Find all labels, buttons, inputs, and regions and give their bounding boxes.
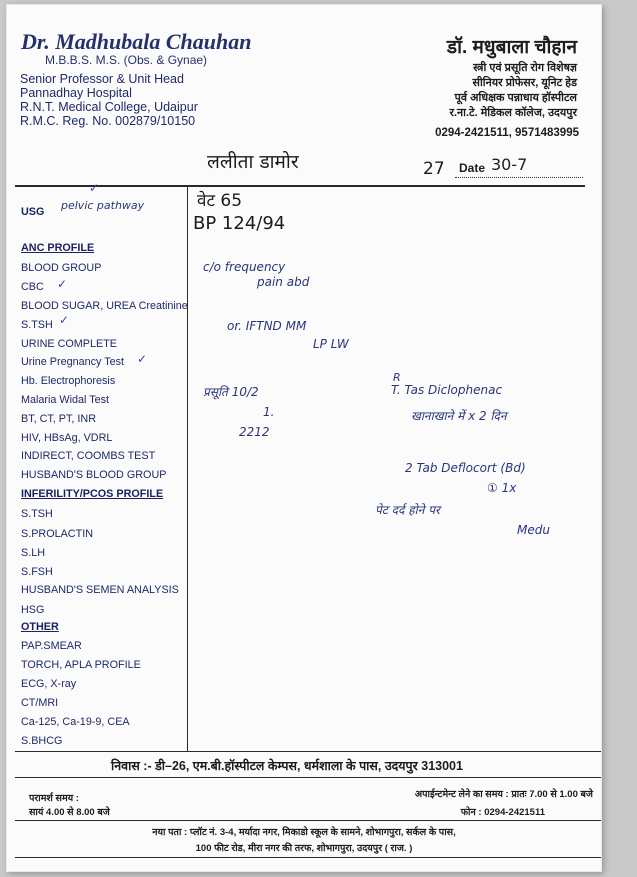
test-item: Urine Pregnancy Test: [21, 356, 125, 368]
checkmark-icon: ✓: [59, 313, 70, 327]
complaint-line: pain abd: [257, 275, 310, 289]
doctor-name-en: Dr. Madhubala Chauhan: [21, 29, 252, 54]
checkmark-icon: ✓: [57, 277, 68, 291]
doctor-info-hi: [449, 61, 577, 121]
consult-time-label: परामर्श समय :: [29, 793, 79, 804]
test-item: URINE COMPLETE: [21, 338, 117, 350]
test-item: Malaria Widal Test: [21, 394, 110, 406]
header-divider: [15, 185, 585, 187]
test-item: CBC: [21, 281, 44, 293]
usg-note: pelvic pathway: [61, 199, 145, 212]
test-item: TORCH, APLA PROFILE: [21, 659, 141, 671]
test-item: S.PROLACTIN: [21, 528, 93, 540]
rx-line: 2 Tab Deflocort (Bd): [405, 461, 526, 475]
test-item: CT/MRI: [21, 697, 59, 709]
new-address-line-1: नया पता : प्लॉट नं. 3-4, मर्यादा नगर, मिकाडो स्कूल के सामने, शोभागपुरा, सर्कल के पास,: [152, 827, 456, 838]
info-line: Pannadhay Hospital: [20, 86, 132, 100]
rx-line: Medu: [517, 523, 550, 537]
footer-phone: फोन : 0294-2421511: [460, 807, 545, 818]
info-line: R.N.T. Medical College, Udaipur: [20, 100, 198, 114]
test-item: S.FSH: [21, 566, 53, 578]
complaint-line: c/o frequency: [203, 260, 286, 274]
footer-divider-end: [15, 857, 601, 858]
test-item: S.TSH: [21, 508, 53, 520]
test-item: Hb. Electrophoresis: [21, 375, 116, 387]
test-item: BLOOD GROUP: [21, 262, 102, 274]
other-heading: OTHER: [21, 621, 59, 633]
weight-note: वेट 65: [197, 191, 243, 211]
consult-time: सायं 4.00 से 8.00 बजे: [29, 807, 110, 818]
test-item: ECG, X-ray: [21, 678, 77, 690]
info-line-hi: स्त्री एवं प्रसूति रोग विशेषज्ञ: [473, 62, 577, 74]
rx-line: T. Tas Diclophenac: [391, 383, 503, 397]
test-item: HUSBAND'S BLOOD GROUP: [21, 469, 167, 481]
rx-line: पेट दर्द होने पर: [375, 503, 440, 517]
test-item: S.TSH: [21, 319, 53, 331]
prescription-sheet: [6, 4, 602, 872]
doctor-degrees: M.B.B.S. M.S. (Obs. & Gynae): [45, 53, 208, 67]
rx-symbol: R: [393, 371, 401, 384]
bp-note: BP 124/94: [193, 213, 286, 234]
info-line: R.M.C. Reg. No. 002879/10150: [20, 114, 196, 128]
rx-line: ① 1x: [487, 481, 517, 495]
test-item: HUSBAND'S SEMEN ANALYSIS: [21, 584, 179, 596]
checkmark-icon: ✓: [137, 352, 148, 366]
test-item: PAP.SMEAR: [21, 640, 82, 652]
appointment-time: अपाईन्टमेन्ट लेने का समय : प्रातः 7.00 से 1.00 बजे: [414, 789, 593, 800]
history-line: 1.: [263, 405, 275, 419]
footer-divider-top: [15, 751, 601, 752]
footer-divider-bottom: [15, 820, 601, 821]
test-item: Ca-125, Ca-19-9, CEA: [21, 716, 130, 728]
new-address-line-2: 100 फीट रोड, मीरा नगर की तरफ, शोभागपुरा, उदयपुर ( राज. ): [195, 843, 413, 854]
test-item: BLOOD SUGAR, UREA Creatinine: [21, 300, 188, 312]
history-line: LP LW: [313, 337, 349, 351]
patient-name-handwritten: ललीता डामोर: [207, 151, 299, 173]
test-item: S.BHCG: [21, 735, 63, 747]
info-line: Senior Professor & Unit Head: [20, 72, 184, 86]
info-line-hi: सीनियर प्रोफेसर, यूनिट हेड: [472, 77, 577, 89]
info-line-hi: पूर्व अधिक्षक पन्नाधाय हॉस्पीटल: [454, 92, 577, 104]
info-line-hi: र.ना.टे. मेडिकल कॉलेज, उदयपुर: [449, 107, 577, 119]
date-underline: [455, 177, 583, 179]
doctor-info-en: [20, 72, 198, 128]
footer-divider-mid: [15, 777, 601, 778]
rx-line: खानाखाने में x 2 दिन: [411, 409, 507, 423]
test-item: INDIRECT, COOMBS TEST: [21, 450, 156, 462]
test-item: S.LH: [21, 547, 46, 559]
sidebar-divider: [187, 186, 188, 752]
test-item: BT, CT, PT, INR: [21, 413, 96, 425]
checkmark-icon: ✓: [89, 181, 100, 195]
history-line: 2212: [239, 425, 270, 439]
residence-address: निवास :- डी–26, एम.बी.हॉस्पीटल केम्पस, धर्मशाला के पास, उदयपुर 313001: [111, 759, 463, 773]
history-line: or. IFTND MM: [227, 319, 307, 333]
usg-label: USG: [21, 206, 45, 218]
date-label: Date: [459, 161, 486, 175]
date-handwritten: 30-7: [491, 155, 528, 174]
patient-age-handwritten: 27: [423, 159, 445, 179]
infertility-heading: INFERILITY/PCOS PROFILE: [21, 488, 164, 500]
test-item: HIV, HBsAg, VDRL: [21, 432, 113, 444]
doctor-name-hi: डॉ. मधुबाला चौहान: [446, 37, 577, 58]
anc-profile-heading: ANC PROFILE: [21, 242, 95, 254]
test-item: HSG: [21, 604, 45, 616]
doctor-phones: 0294-2421511, 9571483995: [435, 127, 579, 139]
history-line: प्रसूति 10/2: [203, 385, 259, 399]
